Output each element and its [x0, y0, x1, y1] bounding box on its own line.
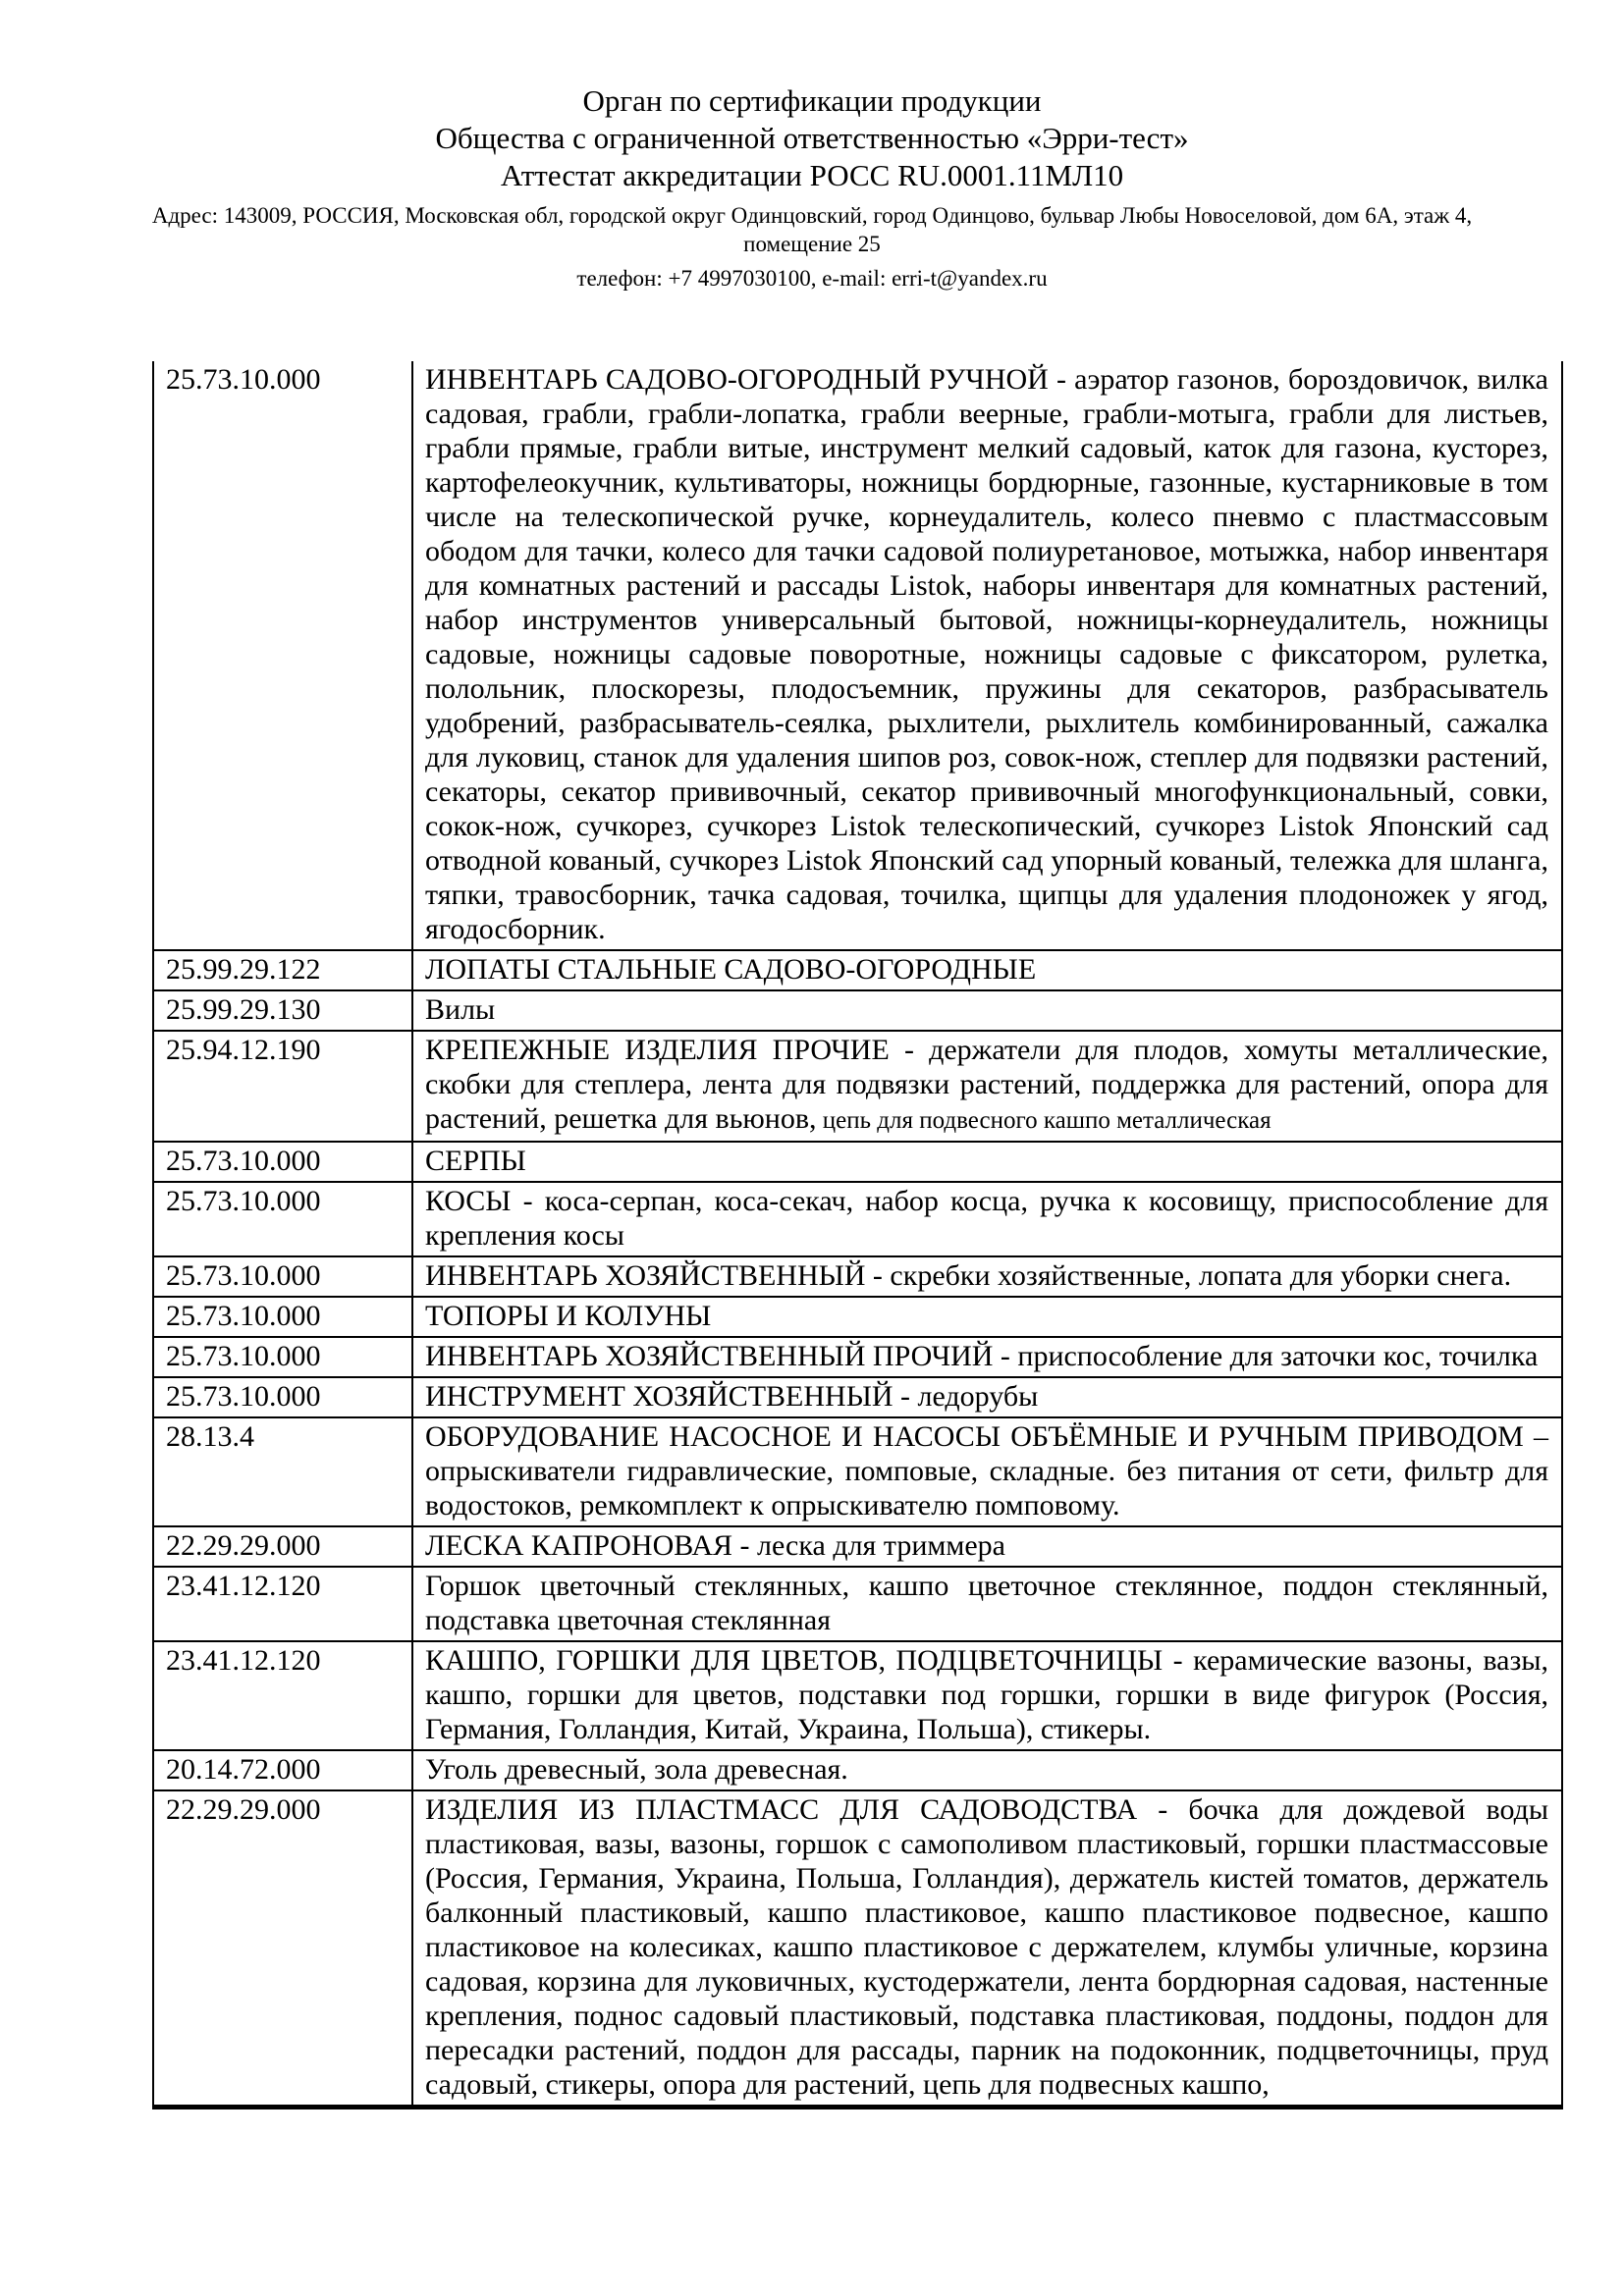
table-row [153, 1750, 1562, 1790]
code-cell: 28.13.4 [153, 1417, 412, 1526]
document-header [0, 0, 1624, 293]
description-cell [412, 1567, 1562, 1641]
description-text: ИНВЕНТАРЬ САДОВО-ОГОРОДНЫЙ РУЧНОЙ - аэратор газонов, бороздовичок, вилка садовая, грабли, грабли-лопатка, грабли веерные, грабли-мотыга, грабли для листьев, грабли прямые, грабли витые, инструмент мелкий садовый, каток для газона, кусторез, картофелеокучник, культиваторы, ножницы бордюрные, газонные, кустарниковые в том числе на телескопической ручке, корнеудалитель, колесо пневмо с пластмассовым ободом для тачки, колесо для тачки садовой полиуретановое, мотыжка, набор инвентаря для комнатных растений и рассады Listok, наборы инвентаря для комнатных растений, набор инструментов универсальный бытовой, ножницы-корнеудалитель, ножницы садовые, ножницы садовые поворотные, ножницы садовые с фиксатором, рулетка, полольник, плоскорезы, плодосъемник, пружины для секаторов, разбрасыватель удобрений, разбрасыватель-сеялка, рыхлители, рыхлитель комбинированный, сажалка для луковиц, станок для удаления шипов роз, совок-нож, степлер для подвязки растений, секаторы, секатор прививочный, секатор прививочный многофункциональный, совки, сокок-нож, сучкорез, сучкорез Listok телескопический, сучкорез Listok Японский сад отводной кованый, сучкорез Listok Японский сад упорный кованый, тележка для шланга, тяпки, травосборник, тачка садовая, точилка, щипцы для удаления плодоножек у ягод, ягодосборник. [425, 363, 1548, 945]
description-cell [412, 1031, 1562, 1142]
description-text: ИЗДЕЛИЯ ИЗ ПЛАСТМАСС ДЛЯ САДОВОДСТВА - бочка для дождевой воды пластиковая, вазы, вазоны, горшок с самополивом пластиковый, горшки пластмассовые (Россия, Германия, Украина, Польша, Голландия), держатель кистей томатов, держатель балконный пластиковый, кашпо пластиковое, кашпо пластиковое подвесное, кашпо пластиковое на колесиках, кашпо пластиковое с держателем, клумбы уличные, корзина садовая, корзина для луковичных, кустодержатели, лента бордюрная садовая, настенные крепления, поднос садовый пластиковый, подставка пластиковая, поддоны, поддон для пересадки растений, поддон для рассады, парник на подоконник, подцветочницы, пруд садовый, стикеры, опора для растений, цепь для подвесных кашпо, [425, 1793, 1548, 2101]
description-text: КОСЫ - коса-серпан, коса-секач, набор косца, ручка к косовищу, приспособление для крепления косы [425, 1185, 1548, 1252]
code-cell: 25.99.29.130 [153, 990, 412, 1031]
description-cell [412, 1142, 1562, 1182]
description-cell [412, 1337, 1562, 1377]
code-cell: 25.73.10.000 [153, 1182, 412, 1256]
code-cell: 23.41.12.120 [153, 1641, 412, 1750]
code-cell: 22.29.29.000 [153, 1790, 412, 2108]
description-text: ИНВЕНТАРЬ ХОЗЯЙСТВЕННЫЙ ПРОЧИЙ - приспособление для заточки кос, точилка [425, 1340, 1539, 1372]
code-cell: 25.73.10.000 [153, 1337, 412, 1377]
table-row [153, 1377, 1562, 1417]
table-row [153, 1182, 1562, 1256]
description-text: ОБОРУДОВАНИЕ НАСОСНОЕ И НАСОСЫ ОБЪЁМНЫЕ И РУЧНЫМ ПРИВОДОМ – опрыскиватели гидравлические, помповые, складные. без питания от сети, фильтр для водостоков, ремкомплект к опрыскивателю помповому. [425, 1420, 1548, 1522]
description-cell [412, 1750, 1562, 1790]
code-cell: 23.41.12.120 [153, 1567, 412, 1641]
table-row [153, 1256, 1562, 1297]
contacts-line: телефон: +7 4997030100, e-mail: erri-t@yandex.ru [576, 266, 1048, 291]
description-text: Вилы [425, 993, 496, 1026]
description-text: СЕРПЫ [425, 1145, 526, 1177]
code-cell: 25.73.10.000 [153, 1256, 412, 1297]
table-row [153, 1142, 1562, 1182]
description-cell [412, 1377, 1562, 1417]
org-title-line-1: Орган по сертификации продукции [582, 83, 1042, 118]
table-row [153, 1567, 1562, 1641]
code-cell: 25.94.12.190 [153, 1031, 412, 1142]
code-cell: 20.14.72.000 [153, 1750, 412, 1790]
description-cell [412, 1256, 1562, 1297]
table-row [153, 1790, 1562, 2108]
table-row [153, 1031, 1562, 1142]
table-row [153, 1641, 1562, 1750]
accreditation-line: Аттестат аккредитации РОСС RU.0001.11МЛ10 [500, 158, 1124, 192]
description-cell [412, 950, 1562, 990]
address-block [0, 201, 1624, 258]
org-title-line-2: Общества с ограниченной ответственностью «Эрри-тест» [435, 121, 1189, 155]
description-text: КРЕПЕЖНЫЕ ИЗДЕЛИЯ ПРОЧИЕ - держатели для плодов, хомуты металлические, скобки для степлера, лента для подвязки растений, поддержка для растений, опора для растений, решетка для вьюнов, [425, 1034, 1548, 1135]
table-row [153, 990, 1562, 1031]
description-text: Горшок цветочный стеклянных, кашпо цветочное стеклянное, поддон стеклянный, подставка цветочная стеклянная [425, 1570, 1548, 1636]
table-row [153, 1417, 1562, 1526]
description-text: ИНСТРУМЕНТ ХОЗЯЙСТВЕННЫЙ - ледорубы [425, 1380, 1039, 1413]
description-text: ТОПОРЫ И КОЛУНЫ [425, 1300, 712, 1332]
description-text: ЛОПАТЫ СТАЛЬНЫЕ САДОВО-ОГОРОДНЫЕ [425, 953, 1037, 986]
description-text: КАШПО, ГОРШКИ ДЛЯ ЦВЕТОВ, ПОДЦВЕТОЧНИЦЫ - керамические вазоны, вазы, кашпо, горшки для цветов, подставки под горшки, горшки в виде фигурок (Россия, Германия, Голландия, Китай, Украина, Польша), стикеры. [425, 1644, 1548, 1745]
table-row [153, 1297, 1562, 1337]
description-cell [412, 361, 1562, 950]
table-row [153, 1337, 1562, 1377]
address-line-1: Адрес: 143009, РОССИЯ, Московская обл, городской округ Одинцовский, город Одинцово, бульвар Любы Новоселовой, дом 6А, этаж 4, [151, 203, 1473, 228]
code-cell: 25.99.29.122 [153, 950, 412, 990]
description-cell [412, 1641, 1562, 1750]
products-table-body [153, 361, 1562, 2108]
products-table [152, 361, 1563, 2109]
address-line-2: помещение 25 [743, 232, 881, 256]
code-cell: 25.73.10.000 [153, 1297, 412, 1337]
description-text: ЛЕСКА КАПРОНОВАЯ - леска для триммера [425, 1529, 1005, 1562]
code-cell: 25.73.10.000 [153, 1377, 412, 1417]
description-cell [412, 990, 1562, 1031]
description-text-small: цепь для подвесного кашпо металлическая [816, 1107, 1272, 1134]
table-row [153, 950, 1562, 990]
table-row [153, 361, 1562, 950]
code-cell: 22.29.29.000 [153, 1526, 412, 1567]
description-cell [412, 1526, 1562, 1567]
description-cell [412, 1182, 1562, 1256]
description-cell [412, 1790, 1562, 2108]
code-cell: 25.73.10.000 [153, 1142, 412, 1182]
description-text: ИНВЕНТАРЬ ХОЗЯЙСТВЕННЫЙ - скребки хозяйственные, лопата для уборки снега. [425, 1259, 1512, 1292]
table-row [153, 1526, 1562, 1567]
description-cell [412, 1417, 1562, 1526]
description-text: Уголь древесный, зола древесная. [425, 1753, 848, 1786]
description-cell [412, 1297, 1562, 1337]
code-cell: 25.73.10.000 [153, 361, 412, 950]
